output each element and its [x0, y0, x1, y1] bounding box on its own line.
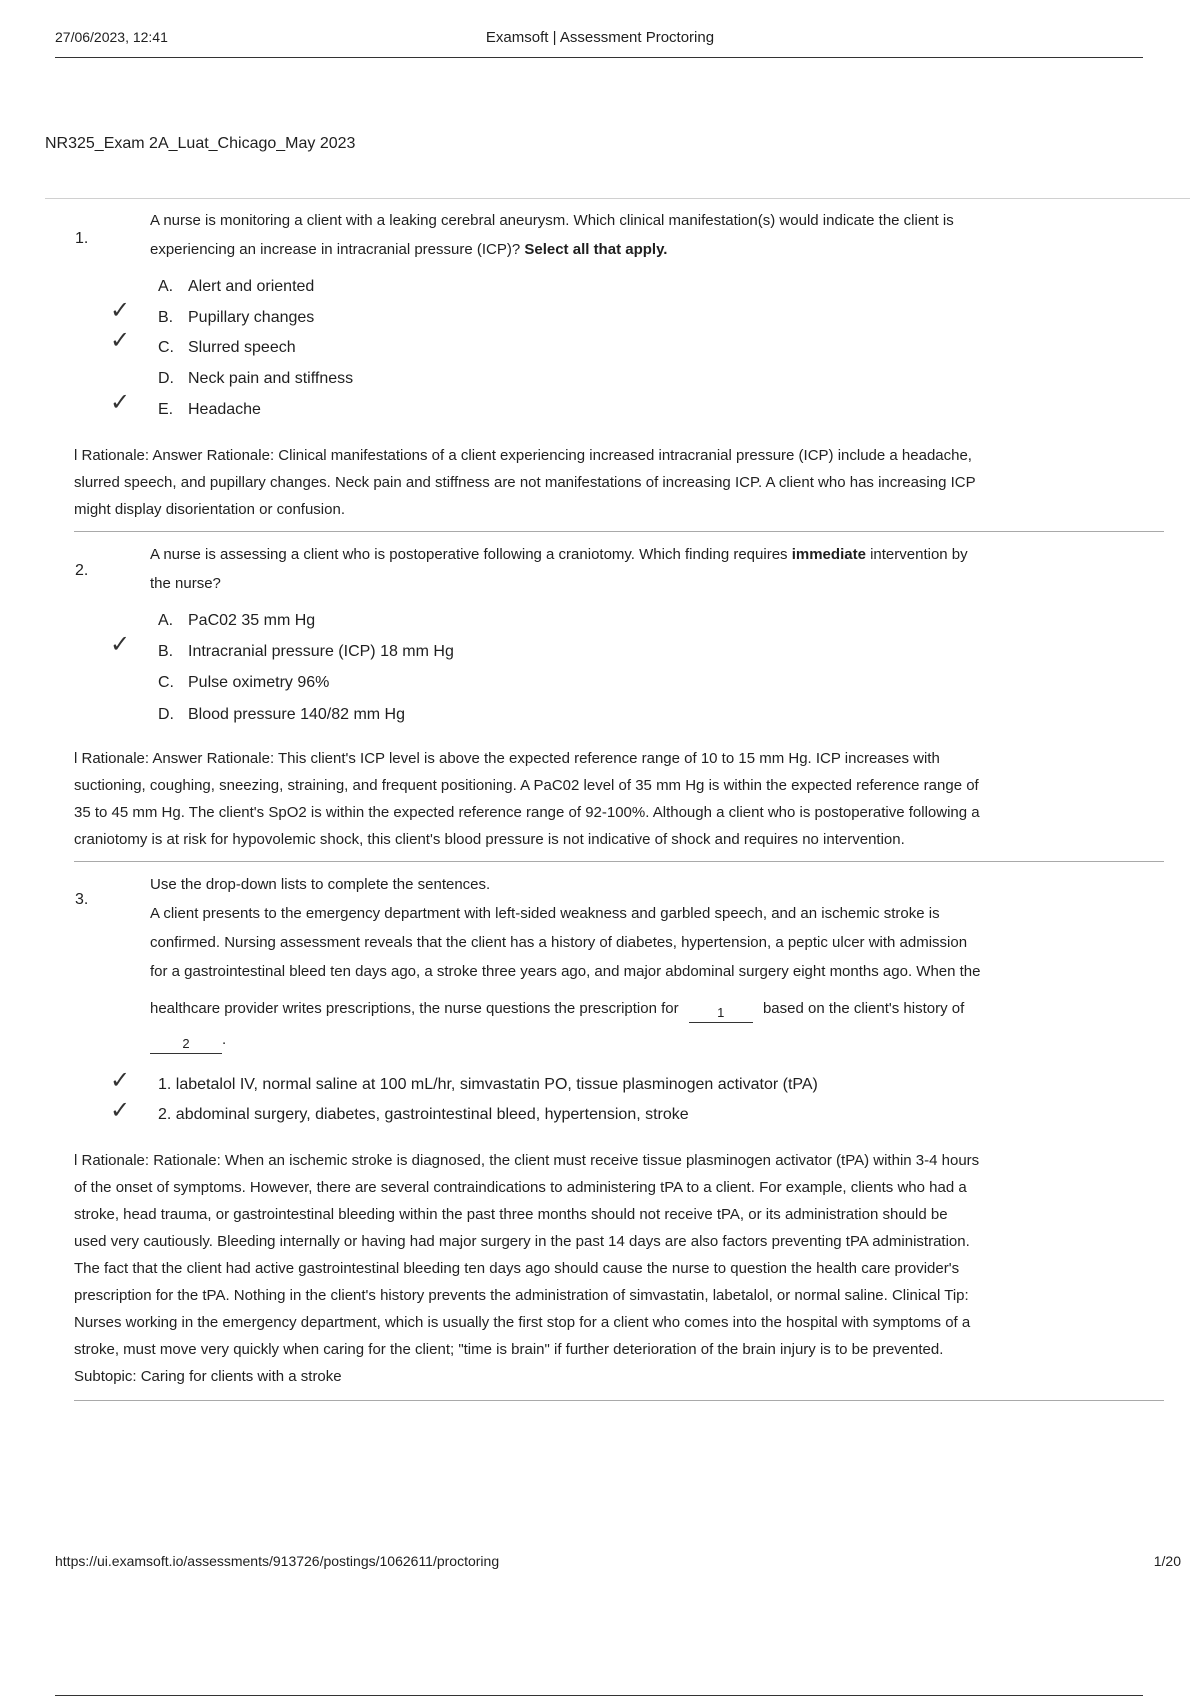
question-number: 3.	[75, 891, 89, 908]
answer-option	[158, 339, 296, 357]
stem-line	[150, 1025, 1150, 1054]
answer-option	[158, 612, 315, 630]
option-letter: D.	[158, 706, 174, 723]
answer-option	[158, 401, 261, 419]
dropdown-answer: 2. abdominal surgery, diabetes, gastrointestinal bleed, hypertension, stroke	[158, 1106, 689, 1123]
stem-text: healthcare provider writes prescriptions, the nurse questions the prescription for	[150, 1000, 679, 1017]
option-text: Slurred speech	[188, 339, 296, 356]
check-mark-icon: ✓	[110, 631, 131, 658]
rationale-line: used very cautiously. Bleeding internally or having had major surgery in the past 14 days are also factors preventing tPA administration.	[74, 1233, 970, 1250]
answer-option	[158, 370, 353, 388]
dropdown-blank-2[interactable]: 2	[150, 1035, 222, 1054]
rationale-line: 35 to 45 mm Hg. The client's SpO2 is within the expected reference range of 92-100%. Although a client who is postoperative following a	[74, 804, 980, 821]
check-mark-icon: ✓	[110, 1067, 131, 1094]
dropdown-blank-1[interactable]: 1	[689, 1004, 753, 1023]
question-stem	[150, 206, 1130, 264]
print-datetime: 27/06/2023, 12:41	[55, 29, 168, 45]
check-mark-icon: ✓	[110, 297, 131, 324]
option-text: Pulse oximetry 96%	[188, 674, 330, 691]
question-stem	[150, 540, 1140, 598]
rationale-line: might display disorientation or confusion.	[74, 501, 345, 518]
stem-line: A nurse is monitoring a client with a leaking cerebral aneurysm. Which clinical manifestation(s) would indicate the client is	[150, 212, 954, 229]
answer-option	[158, 643, 454, 661]
rationale	[74, 1147, 1184, 1390]
rationale-line: Nurses working in the emergency department, which is usually the first stop for a client who comes into the hospital with symptoms of a	[74, 1314, 971, 1331]
question-instruction: Use the drop-down lists to complete the sentences.	[150, 876, 491, 893]
option-letter: B.	[158, 643, 174, 660]
page-header-title: Examsoft | Assessment Proctoring	[485, 29, 715, 46]
option-letter: E.	[158, 401, 174, 418]
stem-emphasis: Select all that apply.	[524, 241, 668, 258]
option-letter: D.	[158, 370, 174, 387]
stem-line	[150, 994, 1150, 1023]
rationale-line: The fact that the client had active gastrointestinal bleeding ten days ago should cause the nurse to question the health care provider's	[74, 1260, 960, 1277]
answer-option	[158, 706, 405, 724]
stem-line: confirmed. Nursing assessment reveals that the client has a history of diabetes, hypertension, a peptic ulcer with admission	[150, 934, 968, 951]
answer-option	[158, 278, 314, 296]
option-text: Blood pressure 140/82 mm Hg	[188, 706, 405, 723]
rationale	[74, 745, 1184, 853]
question-divider	[74, 531, 1164, 532]
rationale-line: Subtopic: Caring for clients with a stroke	[74, 1368, 342, 1385]
dropdown-answer: 1. labetalol IV, normal saline at 100 mL/hr, simvastatin PO, tissue plasminogen activator (tPA)	[158, 1076, 818, 1093]
question-stem	[150, 870, 1150, 1054]
stem-period: .	[222, 1031, 227, 1048]
option-text: Alert and oriented	[188, 278, 315, 295]
stem-text: based on the client's history of	[762, 1000, 965, 1017]
rationale-line: l Rationale: Answer Rationale: Clinical manifestations of a client experiencing increased intracranial pressure (ICP) include a headache,	[74, 447, 972, 464]
check-mark-icon: ✓	[110, 327, 131, 354]
rationale-line: craniotomy is at risk for hypovolemic shock, this client's blood pressure is not indicative of shock and requires no intervention.	[74, 831, 905, 848]
rationale-line: stroke, head trauma, or gastrointestinal bleeding within the past three months should not receive tPA, or its administration should be	[74, 1206, 948, 1223]
question-number: 2.	[75, 562, 89, 579]
option-text: Intracranial pressure (ICP) 18 mm Hg	[188, 643, 454, 660]
stem-line: the nurse?	[150, 575, 221, 592]
rationale-line: l Rationale: Answer Rationale: This client's ICP level is above the expected reference range of 10 to 15 mm Hg. ICP increases with	[74, 750, 940, 767]
stem-line	[150, 235, 1130, 264]
rationale-line: l Rationale: Rationale: When an ischemic stroke is diagnosed, the client must receive tissue plasminogen activator (tPA) within 3-4 hours	[74, 1152, 980, 1169]
option-letter: A.	[158, 278, 174, 295]
option-letter: C.	[158, 339, 174, 356]
stem-text: A nurse is assessing a client who is postoperative following a craniotomy. Which finding requires	[150, 546, 788, 563]
header-rule	[55, 57, 1143, 58]
stem-line: A client presents to the emergency department with left-sided weakness and garbled speech, and an ischemic stroke is	[150, 905, 940, 922]
answer-option	[158, 674, 329, 692]
question-divider	[74, 861, 1164, 862]
answer-option	[158, 309, 314, 327]
stem-line: for a gastrointestinal bleed ten days ago, a stroke three years ago, and major abdominal surgery eight months ago. When the	[150, 963, 981, 980]
stem-text: intervention by	[870, 546, 968, 563]
rationale-line: suctioning, coughing, sneezing, straining, and frequent positioning. A PaC02 level of 35 mm Hg is within the expected reference range of	[74, 777, 979, 794]
rationale-line: prescription for the tPA. Nothing in the client's history prevents the administration of simvastatin, labetalol, or normal saline. Clinical Tip:	[74, 1287, 969, 1304]
option-letter: A.	[158, 612, 174, 629]
option-text: Pupillary changes	[188, 309, 315, 326]
check-mark-icon: ✓	[110, 389, 131, 416]
exam-title: NR325_Exam 2A_Luat_Chicago_May 2023	[45, 135, 356, 152]
footer-rule	[55, 1695, 1143, 1696]
rationale-line: stroke, must move very quickly when caring for the client; "time is brain" if further deterioration of the brain injury is to be prevented.	[74, 1341, 944, 1358]
option-text: Headache	[188, 401, 261, 418]
rationale	[74, 442, 1184, 523]
option-letter: B.	[158, 309, 174, 326]
question-divider	[74, 1400, 1164, 1401]
stem-text: experiencing an increase in intracranial pressure (ICP)?	[150, 241, 521, 258]
question-number: 1.	[75, 230, 89, 247]
option-text: PaC02 35 mm Hg	[188, 612, 316, 629]
rationale-line: of the onset of symptoms. However, there are several contraindications to administering tPA to a client. For example, clients who had a	[74, 1179, 967, 1196]
option-text: Neck pain and stiffness	[188, 370, 354, 387]
option-letter: C.	[158, 674, 174, 691]
stem-line	[150, 540, 1140, 569]
check-mark-icon: ✓	[110, 1097, 131, 1124]
exam-title-rule	[45, 198, 1190, 199]
page-url: https://ui.examsoft.io/assessments/913726/postings/1062611/proctoring	[55, 1553, 500, 1569]
rationale-line: slurred speech, and pupillary changes. Neck pain and stiffness are not manifestations of increasing ICP. A client who has increasing ICP	[74, 474, 976, 491]
stem-emphasis: immediate	[791, 546, 866, 563]
page-number: 1/20	[1153, 1553, 1181, 1569]
